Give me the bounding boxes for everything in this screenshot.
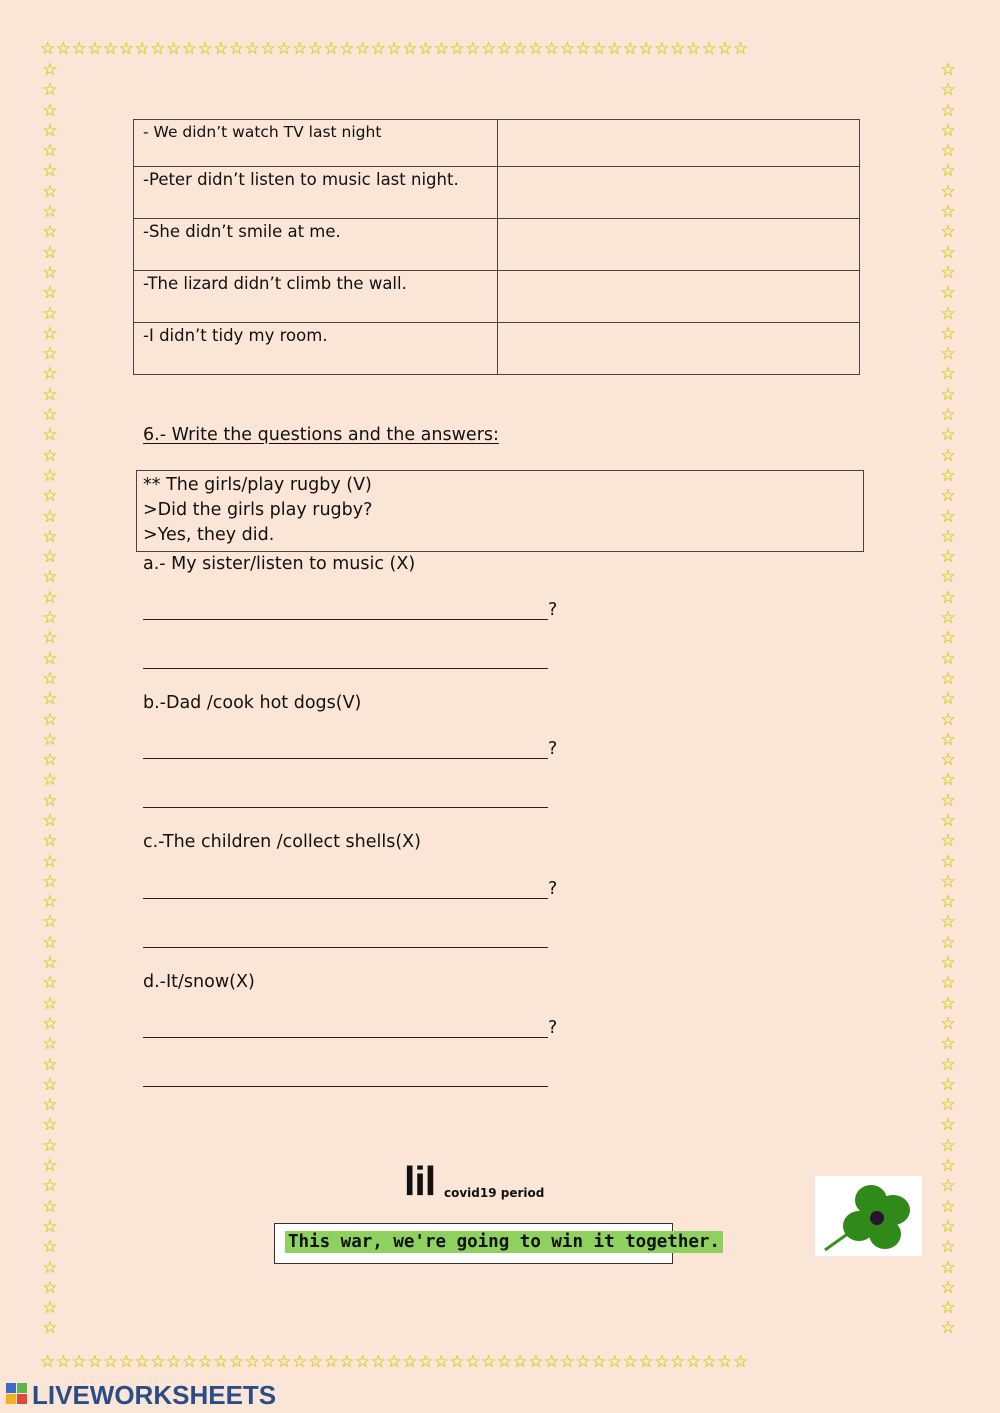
item-c-prompt: c.-The children /collect shells(X) xyxy=(143,832,422,852)
star-icon: ☆ xyxy=(42,587,58,608)
star-icon: ☆ xyxy=(717,39,733,59)
star-icon: ☆ xyxy=(622,1352,639,1372)
star-icon: ☆ xyxy=(638,39,655,59)
star-icon: ☆ xyxy=(42,1318,58,1339)
star-icon: ☆ xyxy=(940,648,956,669)
table-cell-sentence: - We didn’t watch TV last night xyxy=(134,120,498,167)
motto-box xyxy=(274,1223,720,1264)
table-cell-answer[interactable] xyxy=(498,120,860,167)
star-icon: ☆ xyxy=(940,323,956,344)
star-icon: ☆ xyxy=(276,39,292,59)
star-icon: ☆ xyxy=(701,39,718,59)
star-icon: ☆ xyxy=(42,120,58,141)
star-icon: ☆ xyxy=(940,465,956,486)
star-icon: ☆ xyxy=(260,39,277,59)
table-cell-answer[interactable] xyxy=(498,323,860,375)
table-row xyxy=(134,219,860,271)
clover-image xyxy=(815,1176,922,1256)
star-icon: ☆ xyxy=(386,39,403,59)
star-icon: ☆ xyxy=(940,953,956,974)
star-icon: ☆ xyxy=(940,587,956,608)
star-icon: ☆ xyxy=(323,39,340,59)
star-icon: ☆ xyxy=(42,1216,58,1237)
star-icon: ☆ xyxy=(42,1196,58,1217)
example-answer: >Yes, they did. xyxy=(143,525,275,545)
star-icon: ☆ xyxy=(42,222,58,243)
star-icon: ☆ xyxy=(575,39,592,59)
star-icon: ☆ xyxy=(654,39,670,59)
star-icon: ☆ xyxy=(940,668,956,689)
star-icon: ☆ xyxy=(42,993,58,1014)
star-icon: ☆ xyxy=(940,445,956,466)
star-icon: ☆ xyxy=(481,39,497,59)
example-prompt: ** The girls/play rugby (V) xyxy=(143,475,372,495)
star-icon: ☆ xyxy=(42,181,58,202)
star-icon: ☆ xyxy=(654,1352,670,1372)
star-icon: ☆ xyxy=(940,932,956,953)
star-icon: ☆ xyxy=(150,39,166,59)
star-icon: ☆ xyxy=(940,364,956,385)
star-icon: ☆ xyxy=(940,628,956,649)
star-icon: ☆ xyxy=(42,141,58,162)
star-icon: ☆ xyxy=(607,39,623,59)
item-a-prompt: a.- My sister/listen to music (X) xyxy=(143,554,416,574)
star-icon: ☆ xyxy=(940,486,956,507)
star-icon: ☆ xyxy=(166,1352,182,1372)
star-icon: ☆ xyxy=(940,1115,956,1136)
table-row xyxy=(134,120,860,167)
star-icon: ☆ xyxy=(42,384,58,405)
star-icon: ☆ xyxy=(402,39,418,59)
star-icon: ☆ xyxy=(42,364,58,385)
star-icon: ☆ xyxy=(103,39,119,59)
star-icon: ☆ xyxy=(244,1352,261,1372)
star-icon: ☆ xyxy=(42,628,58,649)
item-d-question-mark: ? xyxy=(548,1018,558,1038)
star-icon: ☆ xyxy=(940,222,956,243)
star-icon: ☆ xyxy=(940,262,956,283)
star-icon: ☆ xyxy=(940,689,956,710)
star-icon: ☆ xyxy=(670,39,686,59)
star-icon: ☆ xyxy=(940,506,956,527)
item-d-answer-blank[interactable] xyxy=(143,1064,548,1087)
star-icon: ☆ xyxy=(940,100,956,121)
star-icon: ☆ xyxy=(575,1352,592,1372)
star-icon: ☆ xyxy=(940,973,956,994)
star-icon: ☆ xyxy=(701,1352,718,1372)
star-icon: ☆ xyxy=(213,1352,229,1372)
star-icon: ☆ xyxy=(42,1115,58,1136)
table-cell-sentence: -She didn’t smile at me. xyxy=(134,219,498,271)
example-box xyxy=(136,470,864,552)
item-d-prompt: d.-It/snow(X) xyxy=(143,972,255,992)
item-c-answer-blank[interactable] xyxy=(143,925,548,948)
star-icon: ☆ xyxy=(940,1196,956,1217)
star-icon: ☆ xyxy=(42,425,58,446)
star-icon: ☆ xyxy=(71,1352,88,1372)
star-icon: ☆ xyxy=(42,506,58,527)
star-icon: ☆ xyxy=(465,39,481,59)
star-icon: ☆ xyxy=(42,262,58,283)
star-icon: ☆ xyxy=(940,1135,956,1156)
star-icon: ☆ xyxy=(42,1237,58,1258)
star-icon: ☆ xyxy=(940,1257,956,1278)
star-icon: ☆ xyxy=(496,39,513,59)
liveworksheets-brand: LIVEWORKSHEETS xyxy=(32,1380,277,1410)
star-icon: ☆ xyxy=(42,668,58,689)
star-icon: ☆ xyxy=(591,1352,607,1372)
star-icon: ☆ xyxy=(940,709,956,730)
star-icon: ☆ xyxy=(940,993,956,1014)
star-icon: ☆ xyxy=(40,1352,56,1372)
star-icon: ☆ xyxy=(940,912,956,933)
star-icon: ☆ xyxy=(42,161,58,182)
star-icon: ☆ xyxy=(940,1013,956,1034)
star-icon: ☆ xyxy=(42,526,58,547)
star-icon: ☆ xyxy=(355,39,371,59)
star-icon: ☆ xyxy=(940,608,956,629)
star-icon: ☆ xyxy=(213,39,229,59)
star-icon: ☆ xyxy=(339,39,355,59)
star-border-bottom xyxy=(40,1352,749,1372)
star-icon: ☆ xyxy=(42,1074,58,1095)
star-icon: ☆ xyxy=(670,1352,686,1372)
star-icon: ☆ xyxy=(118,39,135,59)
table-cell-answer[interactable] xyxy=(498,219,860,271)
star-icon: ☆ xyxy=(42,486,58,507)
star-icon: ☆ xyxy=(87,1352,103,1372)
star-icon: ☆ xyxy=(42,892,58,913)
star-icon: ☆ xyxy=(940,831,956,852)
star-icon: ☆ xyxy=(940,80,956,101)
star-icon: ☆ xyxy=(42,608,58,629)
star-icon: ☆ xyxy=(42,60,58,80)
star-icon: ☆ xyxy=(197,1352,214,1372)
star-icon: ☆ xyxy=(181,39,198,59)
star-icon: ☆ xyxy=(42,1034,58,1055)
item-c-question-blank[interactable] xyxy=(143,876,548,899)
section-heading: 6.- Write the questions and the answers: xyxy=(143,425,499,445)
star-icon: ☆ xyxy=(244,39,261,59)
star-icon: ☆ xyxy=(42,709,58,730)
star-icon: ☆ xyxy=(42,202,58,223)
item-d-question-blank[interactable] xyxy=(143,1015,548,1038)
star-border-right xyxy=(938,60,958,1339)
table-row xyxy=(134,271,860,323)
star-icon: ☆ xyxy=(940,547,956,568)
star-border-top xyxy=(40,39,749,59)
star-icon: ☆ xyxy=(638,1352,655,1372)
star-icon: ☆ xyxy=(71,39,88,59)
star-icon: ☆ xyxy=(42,242,58,263)
star-icon: ☆ xyxy=(229,39,245,59)
star-icon: ☆ xyxy=(42,912,58,933)
star-icon: ☆ xyxy=(134,39,151,59)
star-icon: ☆ xyxy=(622,39,639,59)
star-icon: ☆ xyxy=(940,1216,956,1237)
four-leaf-clover-icon xyxy=(815,1176,922,1256)
star-icon: ☆ xyxy=(42,770,58,791)
star-icon: ☆ xyxy=(418,1352,434,1372)
star-icon: ☆ xyxy=(260,1352,277,1372)
author-logo: lil xyxy=(404,1158,436,1204)
star-icon: ☆ xyxy=(512,39,529,59)
star-icon: ☆ xyxy=(940,526,956,547)
star-icon: ☆ xyxy=(940,1298,956,1319)
item-b-question-blank[interactable] xyxy=(143,736,548,759)
star-icon: ☆ xyxy=(42,1257,58,1278)
star-icon: ☆ xyxy=(685,39,702,59)
star-icon: ☆ xyxy=(42,100,58,121)
star-icon: ☆ xyxy=(42,303,58,324)
star-icon: ☆ xyxy=(42,953,58,974)
star-icon: ☆ xyxy=(103,1352,119,1372)
star-icon: ☆ xyxy=(940,405,956,426)
star-icon: ☆ xyxy=(940,120,956,141)
star-icon: ☆ xyxy=(42,810,58,831)
star-icon: ☆ xyxy=(42,1176,58,1197)
star-icon: ☆ xyxy=(559,39,576,59)
star-icon: ☆ xyxy=(940,181,956,202)
star-icon: ☆ xyxy=(42,1095,58,1116)
star-icon: ☆ xyxy=(42,932,58,953)
star-icon: ☆ xyxy=(307,39,324,59)
star-icon: ☆ xyxy=(940,161,956,182)
star-icon: ☆ xyxy=(940,344,956,365)
star-icon: ☆ xyxy=(940,1237,956,1258)
star-icon: ☆ xyxy=(733,1352,749,1372)
star-icon: ☆ xyxy=(42,790,58,811)
star-icon: ☆ xyxy=(323,1352,340,1372)
star-icon: ☆ xyxy=(42,445,58,466)
star-icon: ☆ xyxy=(940,750,956,771)
star-icon: ☆ xyxy=(42,1277,58,1298)
star-icon: ☆ xyxy=(339,1352,355,1372)
star-icon: ☆ xyxy=(42,1156,58,1177)
star-icon: ☆ xyxy=(433,1352,450,1372)
star-icon: ☆ xyxy=(940,729,956,750)
star-icon: ☆ xyxy=(42,80,58,101)
table-cell-answer[interactable] xyxy=(498,271,860,323)
star-icon: ☆ xyxy=(42,831,58,852)
table-cell-answer[interactable] xyxy=(498,167,860,219)
table-row xyxy=(134,323,860,375)
item-a-question-blank[interactable] xyxy=(143,597,548,620)
item-b-prompt: b.-Dad /cook hot dogs(V) xyxy=(143,693,362,713)
item-a-question-mark: ? xyxy=(548,600,558,620)
star-icon: ☆ xyxy=(42,465,58,486)
star-icon: ☆ xyxy=(607,1352,623,1372)
star-icon: ☆ xyxy=(544,1352,560,1372)
star-icon: ☆ xyxy=(940,384,956,405)
star-icon: ☆ xyxy=(42,567,58,588)
star-icon: ☆ xyxy=(134,1352,151,1372)
star-icon: ☆ xyxy=(940,202,956,223)
star-icon: ☆ xyxy=(940,770,956,791)
star-icon: ☆ xyxy=(940,1074,956,1095)
star-icon: ☆ xyxy=(733,39,749,59)
star-icon: ☆ xyxy=(292,39,308,59)
liveworksheets-icon xyxy=(6,1383,28,1405)
star-icon: ☆ xyxy=(940,141,956,162)
star-icon: ☆ xyxy=(528,1352,544,1372)
star-icon: ☆ xyxy=(42,648,58,669)
star-icon: ☆ xyxy=(940,567,956,588)
star-icon: ☆ xyxy=(940,790,956,811)
star-icon: ☆ xyxy=(940,1277,956,1298)
star-icon: ☆ xyxy=(685,1352,702,1372)
star-icon: ☆ xyxy=(940,1054,956,1075)
star-icon: ☆ xyxy=(481,1352,497,1372)
star-icon: ☆ xyxy=(940,283,956,304)
motto-text: This war, we're going to win it together. xyxy=(285,1231,723,1253)
star-icon: ☆ xyxy=(276,1352,292,1372)
star-icon: ☆ xyxy=(197,39,214,59)
star-icon: ☆ xyxy=(42,405,58,426)
star-icon: ☆ xyxy=(42,1054,58,1075)
star-icon: ☆ xyxy=(355,1352,371,1372)
item-b-answer-blank[interactable] xyxy=(143,785,548,808)
star-icon: ☆ xyxy=(940,242,956,263)
star-icon: ☆ xyxy=(940,60,956,80)
star-icon: ☆ xyxy=(433,39,450,59)
example-question: >Did the girls play rugby? xyxy=(143,500,373,520)
star-icon: ☆ xyxy=(150,1352,166,1372)
star-icon: ☆ xyxy=(42,323,58,344)
star-icon: ☆ xyxy=(940,892,956,913)
star-icon: ☆ xyxy=(402,1352,418,1372)
table-cell-sentence: -Peter didn’t listen to music last night. xyxy=(134,167,498,219)
star-icon: ☆ xyxy=(449,39,466,59)
star-icon: ☆ xyxy=(940,871,956,892)
star-icon: ☆ xyxy=(496,1352,513,1372)
table-cell-sentence: -I didn’t tidy my room. xyxy=(134,323,498,375)
star-icon: ☆ xyxy=(940,851,956,872)
item-b-question-mark: ? xyxy=(548,739,558,759)
star-icon: ☆ xyxy=(40,39,56,59)
star-icon: ☆ xyxy=(42,973,58,994)
star-icon: ☆ xyxy=(940,1156,956,1177)
star-icon: ☆ xyxy=(528,39,544,59)
star-icon: ☆ xyxy=(940,425,956,446)
star-icon: ☆ xyxy=(940,1176,956,1197)
star-icon: ☆ xyxy=(370,39,387,59)
star-icon: ☆ xyxy=(386,1352,403,1372)
table-cell-sentence: -The lizard didn’t climb the wall. xyxy=(134,271,498,323)
table-row xyxy=(134,167,860,219)
star-icon: ☆ xyxy=(292,1352,308,1372)
star-icon: ☆ xyxy=(42,1135,58,1156)
star-icon: ☆ xyxy=(118,1352,135,1372)
star-icon: ☆ xyxy=(559,1352,576,1372)
negative-sentences-table xyxy=(133,119,860,375)
star-icon: ☆ xyxy=(55,1352,72,1372)
star-icon: ☆ xyxy=(370,1352,387,1372)
item-c-question-mark: ? xyxy=(548,879,558,899)
star-icon: ☆ xyxy=(42,851,58,872)
star-icon: ☆ xyxy=(42,689,58,710)
star-icon: ☆ xyxy=(42,1013,58,1034)
star-icon: ☆ xyxy=(940,1095,956,1116)
star-icon: ☆ xyxy=(229,1352,245,1372)
star-icon: ☆ xyxy=(42,871,58,892)
star-border-left xyxy=(40,60,60,1339)
star-icon: ☆ xyxy=(940,303,956,324)
star-icon: ☆ xyxy=(87,39,103,59)
star-icon: ☆ xyxy=(512,1352,529,1372)
star-icon: ☆ xyxy=(591,39,607,59)
star-icon: ☆ xyxy=(42,283,58,304)
star-icon: ☆ xyxy=(940,1318,956,1339)
author-logo-subtitle: covid19 period xyxy=(444,1186,545,1200)
star-icon: ☆ xyxy=(42,344,58,365)
star-icon: ☆ xyxy=(55,39,72,59)
star-icon: ☆ xyxy=(717,1352,733,1372)
star-icon: ☆ xyxy=(42,750,58,771)
star-icon: ☆ xyxy=(940,810,956,831)
star-icon: ☆ xyxy=(307,1352,324,1372)
star-icon: ☆ xyxy=(42,1298,58,1319)
star-icon: ☆ xyxy=(181,1352,198,1372)
item-a-answer-blank[interactable] xyxy=(143,646,548,669)
star-icon: ☆ xyxy=(166,39,182,59)
star-icon: ☆ xyxy=(418,39,434,59)
star-icon: ☆ xyxy=(544,39,560,59)
star-icon: ☆ xyxy=(940,1034,956,1055)
star-icon: ☆ xyxy=(42,547,58,568)
star-icon: ☆ xyxy=(42,729,58,750)
star-icon: ☆ xyxy=(465,1352,481,1372)
star-icon: ☆ xyxy=(449,1352,466,1372)
